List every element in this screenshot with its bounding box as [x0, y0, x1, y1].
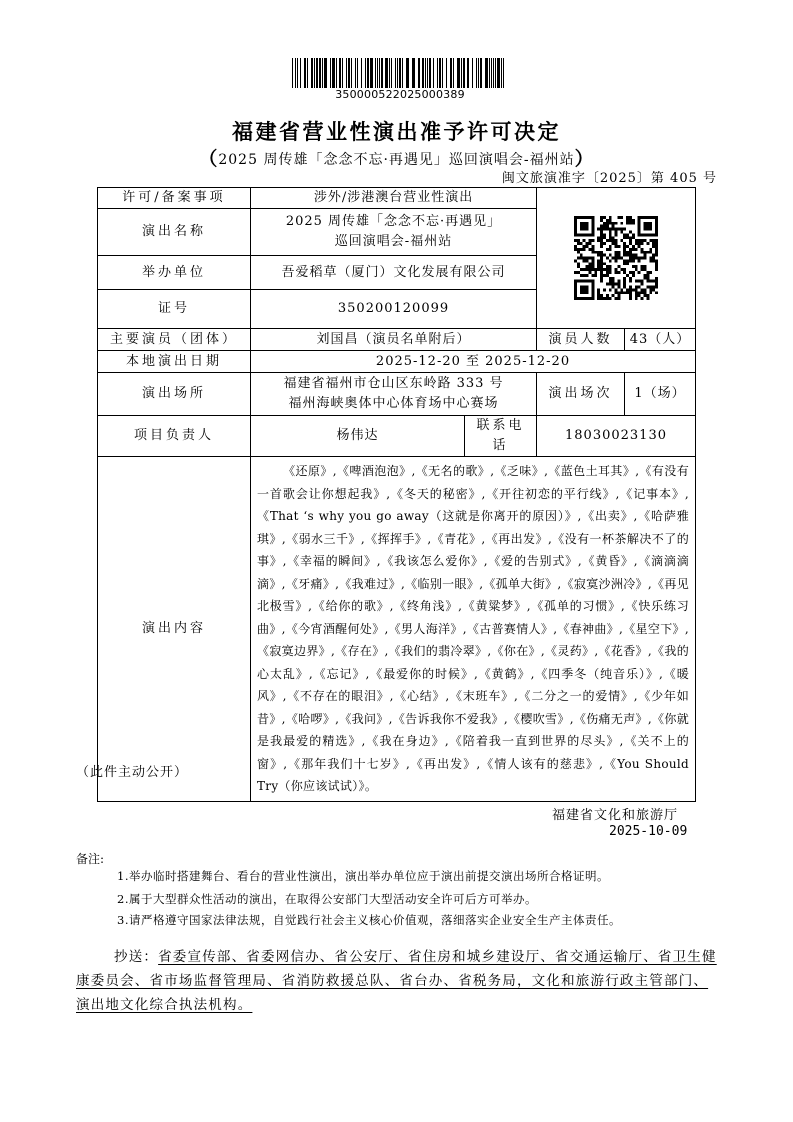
barcode-bar: [348, 58, 350, 88]
issue-date: 2025-10-09: [609, 824, 688, 839]
barcode-bar: [355, 58, 356, 88]
barcode-bar: [385, 58, 388, 88]
barcode-bar: [375, 58, 376, 88]
subtitle-open-paren: （: [198, 148, 219, 170]
document-number: 闽文旅演准字〔2025〕第 405 号: [501, 171, 717, 186]
barcode-bar: [295, 58, 296, 88]
barcode-bar: [463, 58, 465, 88]
barcode-bar: [377, 58, 378, 88]
notes-label: 备注:: [76, 852, 105, 866]
note-item: 2.属于大型群众性活动的演出，在取得公安部门大型活动安全许可后方可举办。: [117, 892, 537, 906]
venue-value: [251, 373, 537, 416]
barcode-bar: [361, 58, 362, 88]
public-notice: （此件主动公开）: [76, 765, 189, 780]
barcode-bar: [457, 58, 460, 88]
row-venue: [98, 373, 696, 416]
barcode-bar: [439, 58, 441, 88]
barcode-bar: [461, 58, 462, 88]
barcode-number: 350000522025000389: [335, 88, 465, 101]
show-name-value: [251, 209, 537, 256]
row-performer: [98, 329, 696, 351]
barcode-bar: [399, 58, 401, 88]
content-value: [251, 457, 696, 802]
barcode-bar: [425, 58, 426, 88]
venue-line2: 福州海峡奥体中心体育场中心赛场: [288, 396, 499, 411]
barcode-bar: [370, 58, 373, 88]
barcode-bar: [472, 58, 473, 88]
barcode-bar: [433, 58, 434, 88]
barcode-bar: [478, 58, 479, 88]
cc-label: 抄送：: [114, 949, 159, 965]
barcode-bar: [402, 58, 403, 88]
barcode-bar: [395, 58, 396, 88]
organizer-value: 吾爱稻草（厦门）文化发展有限公司: [251, 256, 537, 290]
show-name-line1: 2025 周传雄「念念不忘·再遇见」: [285, 214, 502, 229]
barcode-bar: [351, 58, 352, 88]
manager-label: 项目负责人: [98, 416, 251, 457]
barcode-bar: [332, 58, 335, 88]
barcode-bar: [450, 58, 452, 88]
barcode-bar: [446, 58, 447, 88]
barcode-bar: [453, 58, 454, 88]
row-permit-type: [98, 188, 696, 209]
note-item: 1.举办临时搭建舞台、看台的营业性演出，演出举办单位应于演出前提交演出场所合格证明。: [117, 869, 609, 883]
date-label: 本地演出日期: [98, 351, 251, 373]
barcode-bar: [406, 58, 409, 88]
note-item: 3.请严格遵守国家法律法规，自觉践行社会主义核心价值观，落细落实企业安全生产主体责任。: [117, 913, 621, 927]
barcode-bar: [397, 58, 398, 88]
show-name-label: 演出名称: [98, 209, 251, 256]
barcode-bar: [437, 58, 438, 88]
permit-type-value: 涉外/涉港澳台营业性演出: [251, 188, 537, 209]
barcode-bar: [314, 58, 315, 88]
content-label: 演出内容: [98, 457, 251, 802]
venue-line1: 福建省福州市仓山区东岭路 333 号: [283, 376, 504, 391]
barcode-bar: [292, 58, 293, 88]
barcode-bar: [442, 58, 443, 88]
barcode-bar: [346, 58, 347, 88]
cc-text: 省委宣传部、省委网信办、省公安厅、省住房和城乡建设厅、省交通运输厅、省卫生健康委员会、省市场监督管理局、省消防救援总队、省台办、省税务局，文化和旅游行政主管部门、演出地文化综合执法机构。: [76, 949, 717, 1013]
barcode-bar: [497, 58, 500, 88]
barcode-bar: [330, 58, 331, 88]
barcode-bar: [391, 58, 392, 88]
barcode-bar: [297, 58, 298, 88]
barcode-bar: [307, 58, 308, 88]
barcode-bar: [357, 58, 358, 88]
sessions-value: 1（场）: [625, 373, 696, 416]
row-manager: [98, 416, 696, 457]
barcode-bar: [429, 58, 431, 88]
performer-count-label: 演员人数: [537, 329, 625, 351]
barcode-bar: [495, 58, 496, 88]
barcode-bar: [467, 58, 469, 88]
sessions-label: 演出场次: [537, 373, 625, 416]
barcode-icon: [292, 58, 504, 88]
license-value: 350200120099: [251, 290, 537, 329]
date-value: 2025-12-20 至 2025-12-20: [251, 351, 696, 373]
performer-value: 刘国昌（演员名单附后）: [251, 329, 537, 351]
page-title: 福建省营业性演出准予许可决定: [232, 120, 561, 144]
barcode-bar: [367, 58, 369, 88]
barcode-bar: [300, 58, 301, 88]
barcode-bar: [422, 58, 424, 88]
license-label: 证号: [98, 290, 251, 329]
qr-cell: [537, 188, 696, 329]
barcode-bar: [480, 58, 482, 88]
barcode-bar: [319, 58, 321, 88]
barcode-bar: [427, 58, 428, 88]
permit-type-label: 许可/备案事项: [98, 188, 251, 209]
subtitle-text: 2025 周传雄「念念不忘·再遇见」巡回演唱会-福州站: [218, 152, 575, 168]
barcode-bar: [339, 58, 341, 88]
barcode-bar: [304, 58, 306, 88]
barcode-bar: [322, 58, 323, 88]
barcode-bar: [342, 58, 343, 88]
barcode-bar: [381, 58, 383, 88]
venue-label: 演出场所: [98, 373, 251, 416]
organizer-label: 举办单位: [98, 256, 251, 290]
barcode-bar: [489, 58, 490, 88]
barcode-bar: [316, 58, 318, 88]
barcode-bar: [503, 58, 504, 88]
manager-value: 杨伟达: [251, 416, 465, 457]
barcode-bar: [365, 58, 366, 88]
phone-label: 联系电话: [465, 416, 537, 457]
performer-label: 主要演员（团体）: [98, 329, 251, 351]
barcode-bar: [491, 58, 492, 88]
phone-value: 18030023130: [537, 416, 696, 457]
barcode-bar: [379, 58, 380, 88]
cc-list: [76, 945, 721, 1017]
barcode-bar: [476, 58, 477, 88]
barcode-bar: [493, 58, 494, 88]
barcode-bar: [501, 58, 502, 88]
barcode-bar: [324, 58, 327, 88]
barcode-bar: [311, 58, 313, 88]
barcode-bar: [389, 58, 390, 88]
content-text: 《还原》,《啤酒泡泡》,《无名的歌》,《乏味》,《蓝色土耳其》,《有没有一首歌会让你想起我》,《冬天的秘密》,《开往初恋的平行线》,《记事本》,《That ‘s why you go away（这就是你离开的原因）》,《出卖》,《哈萨雅琪》,《弱水三千》,《挥挥手》,《青花》,《再出发》,《没有一杯茶解决不了的事》,《幸福的瞬间》,《我该怎么爱你》,《爱的告别式》,《黄昏》,《滴滴滴滴》,《牙痛》,《我难过》,《临别一眼》,《孤单大街》,《寂寞沙洲冷》,《再见北极雪》,《给你的歌》,《终角浅》,《黄粱梦》,《孤单的习惯》,《快乐练习曲》,《今宵酒醒何处》,《男人海洋》,《古普赛情人》,《春神曲》,《星空下》,《寂寞边界》,《存在》,《我们的翡冷翠》,《你在》,《灵药》,《花香》,《我的心太乱》,《忘记》,《最爱你的时候》,《黄鹤》,《四季冬（纯音乐）》,《暖风》,《不存在的眼泪》,《心结》,《末班车》,《二分之一的爱情》,《少年如昔》,《哈啰》,《我问》,《告诉我你不爱我》,《樱吹雪》,《伤痛无声》,《你就是我最爱的精选》,《我在身边》,《陪着我一直到世界的尽头》,《关不上的窗》,《那年我们十七岁》,《再出发》,《情人该有的慈悲》,《You Should Try（你应该试试）》。: [257, 464, 690, 793]
show-name-line2: 巡回演唱会-福州站: [334, 234, 453, 249]
barcode-bar: [418, 58, 420, 88]
row-content: [98, 457, 696, 802]
barcode-bar: [336, 58, 337, 88]
barcode-bar: [412, 58, 415, 88]
performer-count-value: 43（人）: [625, 329, 696, 351]
barcode-bar: [485, 58, 488, 88]
qr-code-icon: [574, 216, 658, 300]
subtitle-close-paren: ）: [574, 148, 595, 170]
permit-table: [97, 187, 696, 802]
issuer: 福建省文化和旅游厅: [552, 808, 679, 823]
row-date: [98, 351, 696, 373]
